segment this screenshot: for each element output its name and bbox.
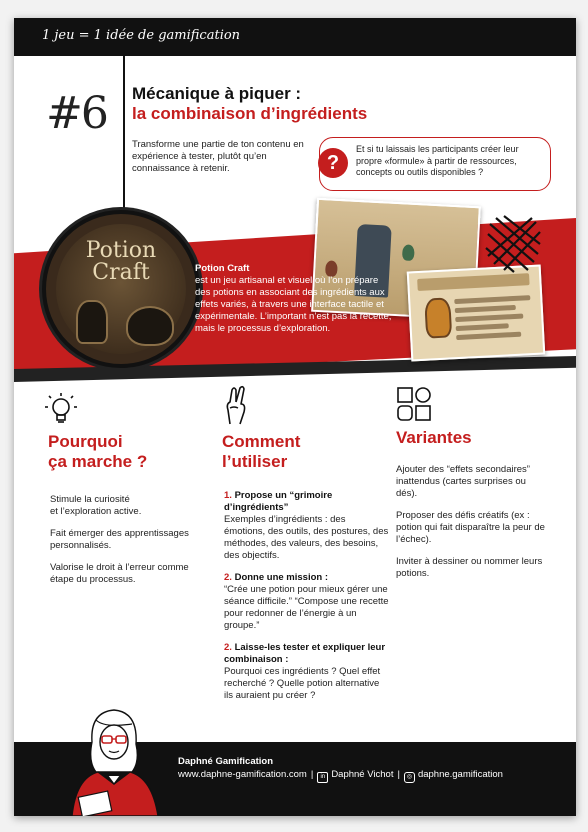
instagram-icon: ◎ — [404, 772, 415, 783]
crossed-fingers-icon — [220, 384, 250, 426]
cauldron-icon — [126, 306, 174, 346]
author-illustration — [52, 702, 174, 816]
potion-bottle-icon — [424, 297, 452, 338]
how-text — [224, 490, 389, 702]
potion-craft-logo — [42, 210, 200, 368]
linkedin-icon: in — [317, 772, 328, 783]
footer-links: www.daphne-gamification.com | in Daphné Vichot | ◎ daphne.gamification — [178, 769, 503, 783]
logo-title: Potion Craft — [85, 238, 157, 285]
flask-icon — [402, 244, 415, 261]
question-callout — [319, 137, 551, 191]
question-icon: ? — [318, 148, 348, 178]
tagline: 1 jeu = 1 idée de gamification — [42, 28, 241, 43]
game-description: est un jeu artisanal et visuel où l’on prépare des potions en associant des ingrédients aux effets variés, à travers une interface tactile et expérimentale. L’important n’est pas la recette, mais le processus d’exploration. — [195, 275, 392, 334]
question-text: Et si tu laissais les participants créer leur propre «formule» à partir de ressources, concepts ou outils disponibles ? — [356, 144, 519, 177]
recipe-lines — [454, 291, 532, 344]
shapes-icon — [396, 386, 432, 422]
game-screenshot-recipe — [407, 265, 546, 362]
why-title: Pourquoi ça marche ? — [48, 432, 148, 471]
why-text: Stimule la curiosité et l’exploration active. Fait émerger des apprentissages personnalisés. Valorise le droit à l’erreur comme étape du processus. — [50, 494, 189, 585]
how-step-3: 2. Laisse-les tester et expliquer leur combinaison : Pourquoi ces ingrédients ? Quel effet recherché ? Quelle potion alternative ils auraient pu créer ? — [224, 642, 386, 701]
instagram-link[interactable]: daphne.gamification — [417, 769, 503, 780]
how-step-1: 1. Propose un “grimoire d’ingrédients” Exemples d’ingrédients : des émotions, des outils, des postures, des méthodes, des valeurs, des besoins, des objectifs. — [224, 490, 389, 561]
variants-text: Ajouter des “effets secondaires” inattendus (cartes surprises ou dés). Proposer des défis créatifs (ex : potion qui fait disparaître la peur de l’échec). Inviter à dessiner ou nommer leurs potions. — [396, 464, 545, 579]
recipe-header — [417, 273, 529, 291]
document-page — [14, 18, 576, 816]
mechanic-subtitle: la combinaison d’ingrédients — [132, 104, 368, 123]
how-step-2: 2. Donne une mission : “Crée une potion pour mieux gérer une séance difficile.” “Compose une recette pour redonner de l’énergie à un groupe.” — [224, 572, 389, 631]
hanging-line — [123, 56, 125, 228]
intro-text: Transforme une partie de ton contenu en expérience à tester, plutôt qu’en connaissance à retenir. — [132, 139, 304, 174]
mechanic-title: Mécanique à piquer : — [132, 84, 302, 103]
website-link[interactable]: www.daphne-gamification.com — [178, 769, 307, 780]
footer-brand: Daphné Gamification — [178, 756, 274, 767]
flask-icon — [76, 300, 108, 344]
variants-title: Variantes — [396, 428, 472, 447]
linkedin-link[interactable]: Daphné Vichot — [331, 769, 394, 780]
mechanic-number: #6 — [46, 88, 107, 139]
game-name: Potion Craft — [195, 263, 250, 274]
lightbulb-icon — [42, 390, 80, 428]
scribble-decoration — [484, 214, 542, 274]
header-bar — [14, 18, 576, 56]
how-title: Comment l’utiliser — [222, 432, 301, 471]
